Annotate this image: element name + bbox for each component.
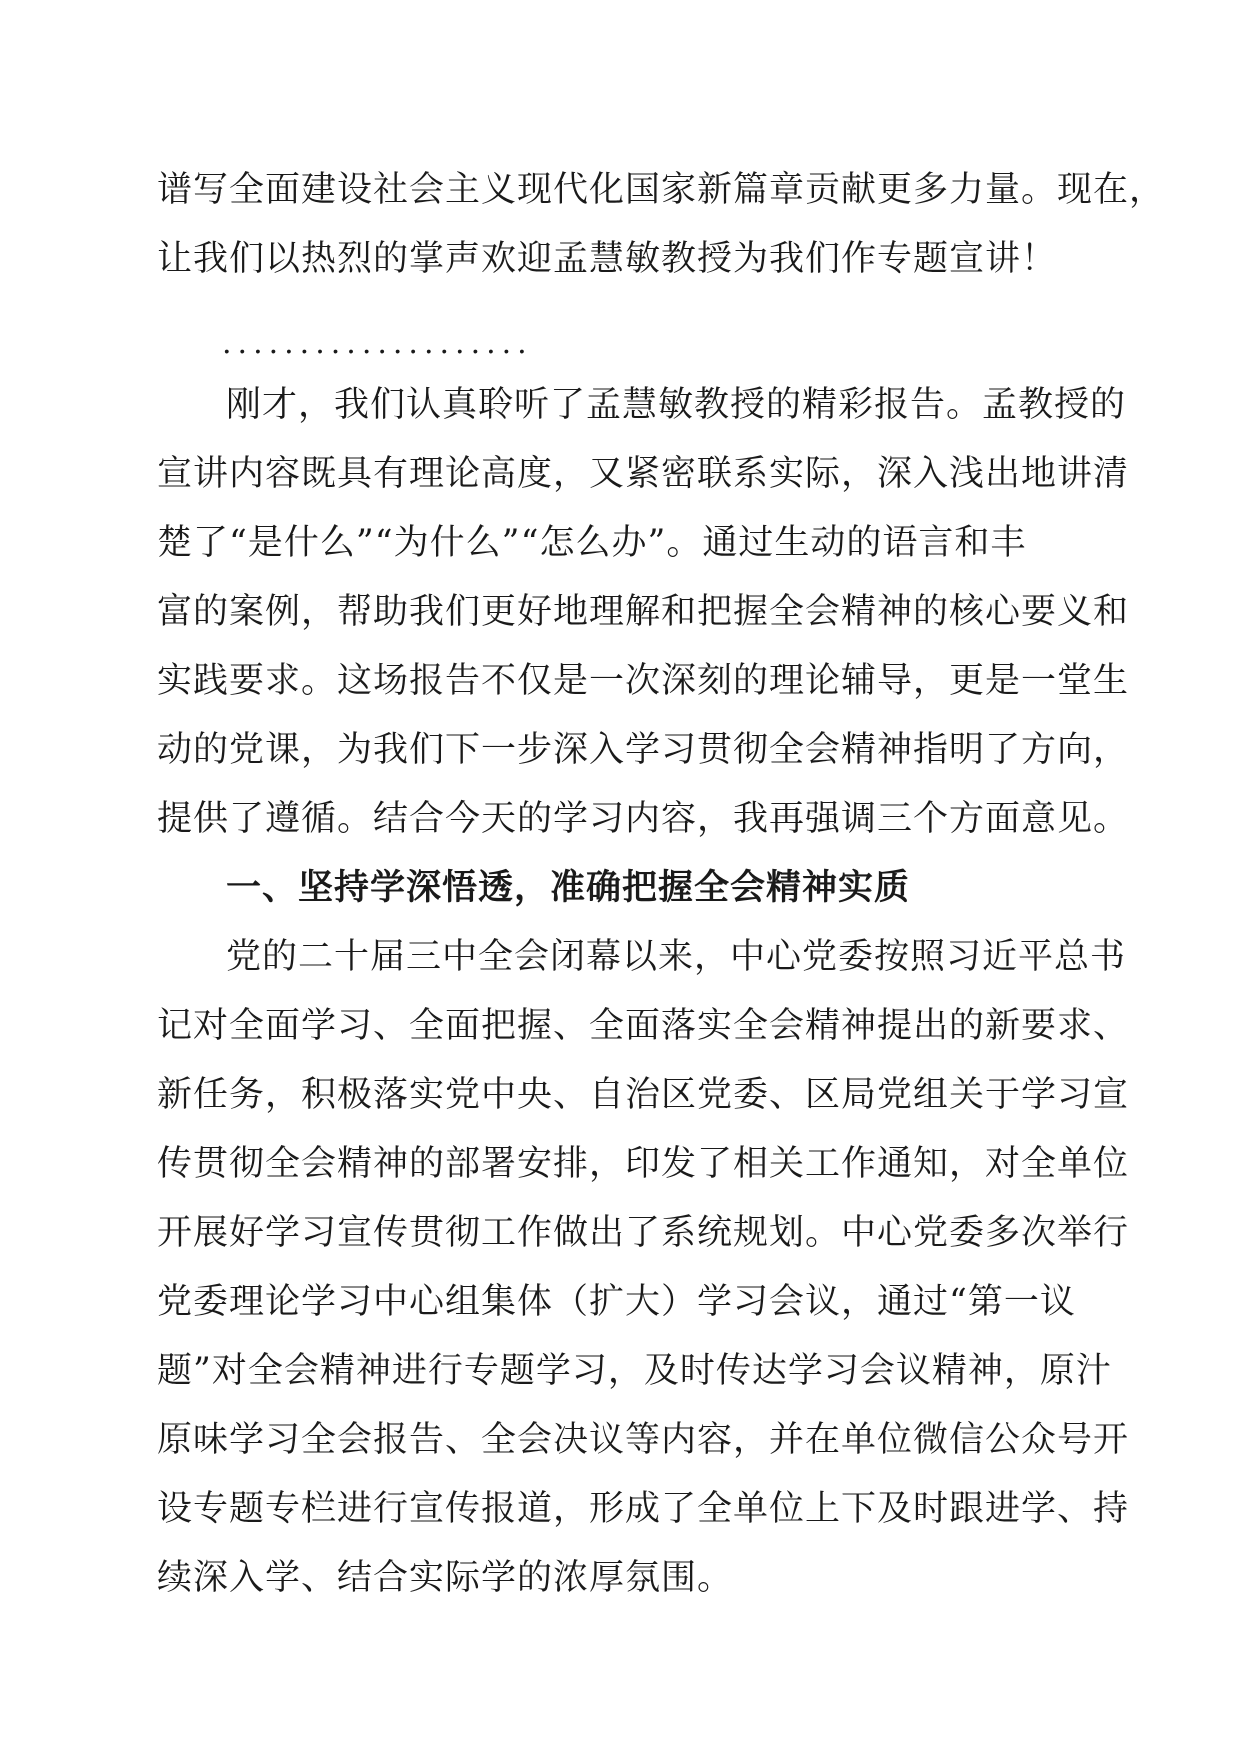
text-line-8: 动的党课，为我们下一步深入学习贯彻全会精神指明了方向， [157, 730, 1130, 770]
text-line-19: 续深入学、结合实际学的浓厚氛围。 [157, 1558, 734, 1598]
ellipsis-separator: .................... [222, 326, 533, 361]
text-line-10: 党的二十届三中全会闭幕以来，中心党委按照习近平总书 [226, 937, 1127, 977]
text-line-17: 原味学习全会报告、全会决议等内容，并在单位微信公众号开 [157, 1420, 1130, 1460]
text-line-6: 富的案例，帮助我们更好地理解和把握全会精神的核心要义和 [157, 592, 1130, 632]
text-line-18: 设专题专栏进行宣传报道，形成了全单位上下及时跟进学、持 [157, 1489, 1130, 1529]
text-line-7: 实践要求。这场报告不仅是一次深刻的理论辅导，更是一堂生 [157, 661, 1130, 701]
text-line-16: 题”对全会精神进行专题学习，及时传达学习会议精神，原汁 [157, 1351, 1112, 1391]
text-line-12: 新任务，积极落实党中央、自治区党委、区局党组关于学习宣 [157, 1075, 1130, 1115]
text-line-2: 让我们以热烈的掌声欢迎孟慧敏教授为我们作专题宣讲！ [157, 239, 1058, 279]
text-line-3: 刚才，我们认真聆听了孟慧敏教授的精彩报告。孟教授的 [226, 385, 1127, 425]
text-line-15: 党委理论学习中心组集体（扩大）学习会议，通过“第一议 [157, 1282, 1076, 1322]
text-line-13: 传贯彻全会精神的部署安排，印发了相关工作通知，对全单位 [157, 1144, 1130, 1184]
text-line-4: 宣讲内容既具有理论高度，又紧密联系实际，深入浅出地讲清 [157, 454, 1130, 494]
text-line-1: 谱写全面建设社会主义现代化国家新篇章贡献更多力量。现在， [157, 170, 1166, 210]
text-line-14: 开展好学习宣传贯彻工作做出了系统规划。中心党委多次举行 [157, 1213, 1130, 1253]
text-line-11: 记对全面学习、全面把握、全面落实全会精神提出的新要求、 [157, 1006, 1130, 1046]
section-heading-1: 一、坚持学深悟透，准确把握全会精神实质 [226, 868, 911, 908]
text-line-9: 提供了遵循。结合今天的学习内容，我再强调三个方面意见。 [157, 799, 1130, 839]
text-line-5: 楚了“是什么”“为什么”“怎么办”。通过生动的语言和丰 [157, 523, 1027, 563]
